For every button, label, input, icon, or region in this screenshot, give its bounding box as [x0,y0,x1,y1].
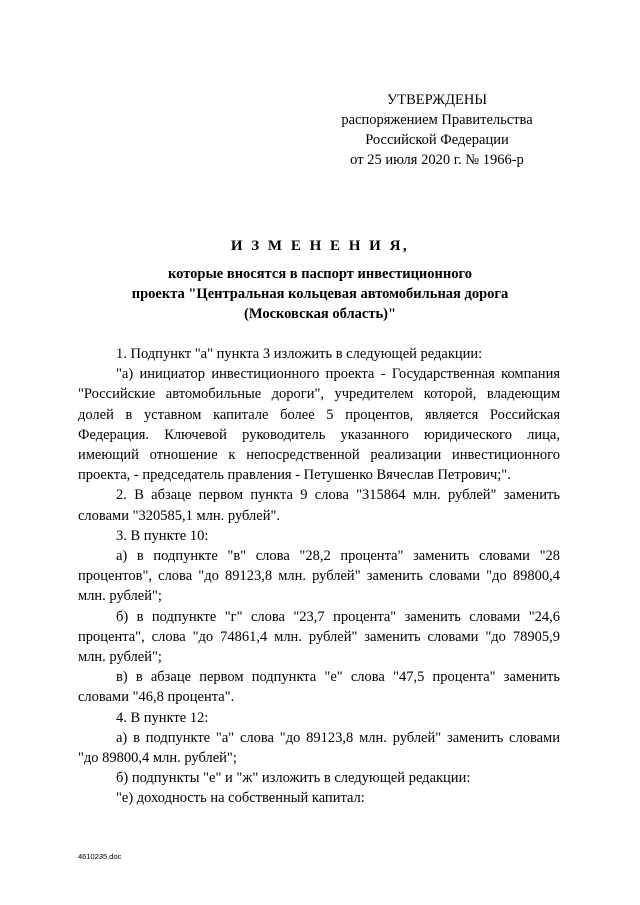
paragraph-9: а) в подпункте "а" слова "до 89123,8 млн. рублей" заменить словами "до 89800,4 млн. рублей"; [78,729,560,767]
paragraph-10: б) подпункты "е" и "ж" изложить в следующей редакции: [116,770,471,787]
approval-line-1: распоряжением Правительства [341,112,533,128]
approval-block [322,90,552,170]
paragraph-5: а) в подпункте "в" слова "28,2 процента" заменить словами "28 процентов", слова "до 89123,8 млн. рублей" заменить словами "до 89800,4 млн. рублей"; [78,548,560,605]
approval-title: УТВЕРЖДЕНЫ [386,92,488,108]
file-name-footer: 4610235.doc [78,852,122,861]
document-subtitle-line-1: которые вносятся в паспорт инвестиционного [168,266,472,282]
document-body [78,344,560,809]
paragraph-1: 1. Подпункт "а" пункта 3 изложить в следующей редакции: [116,346,483,362]
document-subtitle-line-2: проекта "Центральная кольцевая автомобильная дорога [131,286,509,302]
document-subtitle-line-3: (Московская область)" [244,306,396,322]
paragraph-4: 3. В пункте 10: [116,527,209,544]
approval-line-3: от 25 июля 2020 г. № 1966-р [350,152,524,168]
approval-line-2: Российской Федерации [365,132,509,148]
paragraph-2: "а) инициатор инвестиционного проекта - Государственная компания "Российские автомобильные дороги", учредителем которой, владеющим долей в уставном капитале более 5 процентов, является Российская Федерация. Ключевой руководитель указанного юридического лица, имеющий отношение к непосредственной реализации инвестиционного проекта, - председатель правления - Петушенко Вячеслав Петрович;". [78,366,560,484]
paragraph-11: "е) доходность на собственный капитал: [116,790,365,807]
paragraph-3: 2. В абзаце первом пункта 9 слова "315864 млн. рублей" заменить словами "320585,1 млн. рублей". [78,487,560,524]
paragraph-6: б) в подпункте "г" слова "23,7 процента" заменить словами "24,6 процента", слова "до 74861,4 млн. рублей" заменить словами "до 78905,9 млн. рублей"; [78,608,560,666]
document-title: И З М Е Н Е Н И Я, [230,238,410,254]
paragraph-7: в) в абзаце первом подпункта "е" слова "47,5 процента" заменить словами "46,8 процента". [78,669,560,706]
paragraph-8: 4. В пункте 12: [116,709,209,726]
